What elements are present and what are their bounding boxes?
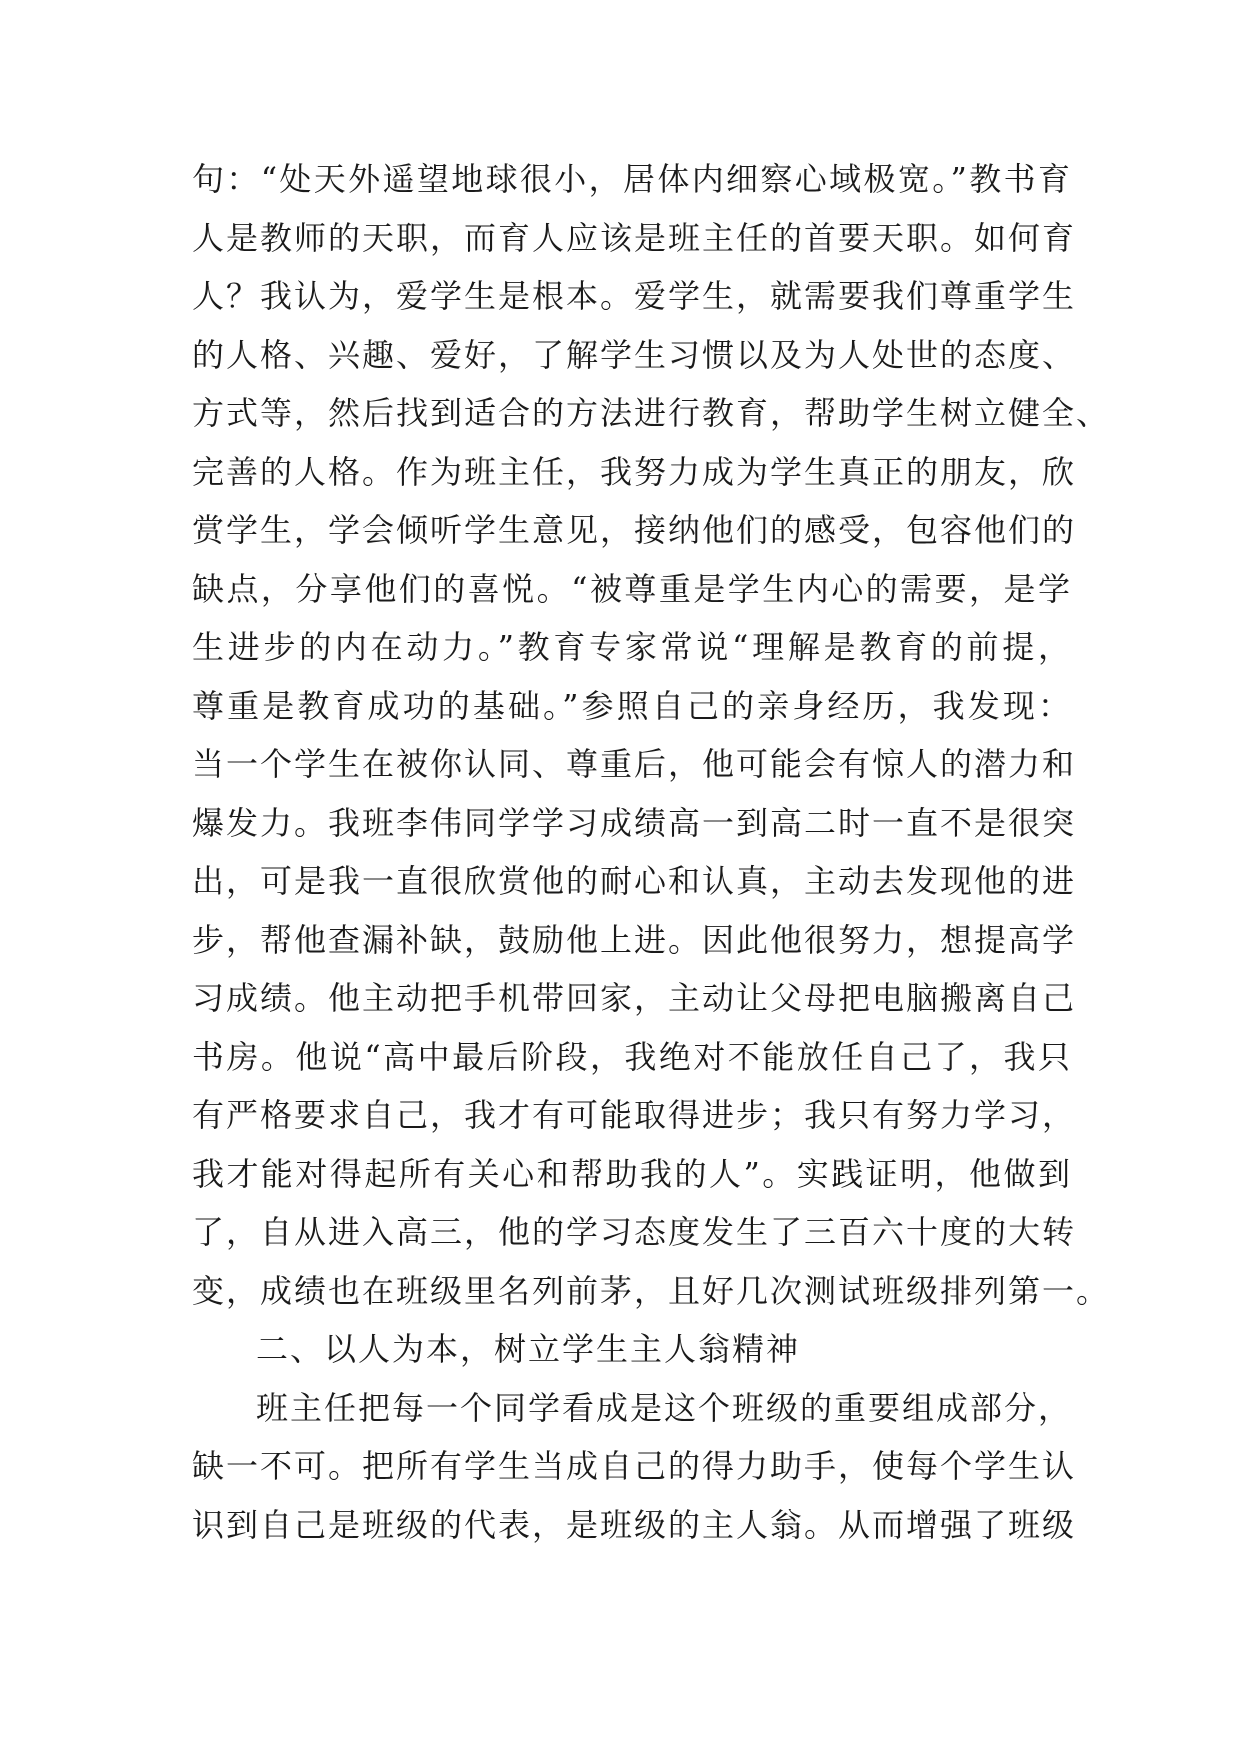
text-line: 变，成绩也在班级里名列前茅，且好几次测试班级排列第一。 xyxy=(192,1271,1111,1310)
text-line: 我才能对得起所有关心和帮助我的人”。实践证明，他做到 xyxy=(192,1154,1072,1193)
text-line: 习成绩。他主动把手机带回家，主动让父母把电脑搬离自己 xyxy=(192,979,1077,1017)
text-line: 句：“处天外遥望地球很小，居体内细察心域极宽。”教书育 xyxy=(192,160,1072,198)
text-line: 班主任把每一个同学看成是这个班级的重要组成部分， xyxy=(256,1388,1073,1427)
text-line: 完善的人格。作为班主任，我努力成为学生真正的朋友，欣 xyxy=(192,452,1077,491)
text-line: 出，可是我一直很欣赏他的耐心和认真，主动去发现他的进 xyxy=(192,862,1077,900)
text-line: 缺一不可。把所有学生当成自己的得力助手，使每个学生认 xyxy=(192,1447,1077,1485)
text-line: 人？我认为，爱学生是根本。爱学生，就需要我们尊重学生 xyxy=(192,277,1077,315)
text-line: 步，帮他查漏补缺，鼓励他上进。因此他很努力，想提高学 xyxy=(192,920,1077,959)
body-text xyxy=(192,150,1111,1554)
text-line: 识到自己是班级的代表，是班级的主人翁。从而增强了班级 xyxy=(192,1505,1077,1544)
text-line: 的人格、兴趣、爱好，了解学生习惯以及为人处世的态度、 xyxy=(192,335,1077,374)
text-line: 生进步的内在动力。”教育专家常说“理解是教育的前提， xyxy=(192,628,1072,666)
text-line: 有严格要求自己，我才有可能取得进步；我只有努力学习， xyxy=(192,1096,1077,1134)
text-line: 书房。他说“高中最后阶段，我绝对不能放任自己了，我只 xyxy=(192,1037,1072,1076)
text-line: 爆发力。我班李伟同学学习成绩高一到高二时一直不是很突 xyxy=(192,803,1077,842)
text-line: 当一个学生在被你认同、尊重后，他可能会有惊人的潜力和 xyxy=(192,745,1077,783)
section-heading: 二、以人为本，树立学生主人翁精神 xyxy=(256,1330,801,1368)
text-line: 赏学生，学会倾听学生意见，接纳他们的感受，包容他们的 xyxy=(192,511,1077,549)
text-line: 人是教师的天职，而育人应该是班主任的首要天职。如何育 xyxy=(192,218,1077,257)
text-line: 了，自从进入高三，他的学习态度发生了三百六十度的大转 xyxy=(192,1213,1077,1251)
text-line: 缺点，分享他们的喜悦。“被尊重是学生内心的需要，是学 xyxy=(192,569,1072,608)
text-line: 尊重是教育成功的基础。”参照自己的亲身经历，我发现： xyxy=(192,686,1072,725)
text-line: 方式等，然后找到适合的方法进行教育，帮助学生树立健全、 xyxy=(192,394,1111,432)
